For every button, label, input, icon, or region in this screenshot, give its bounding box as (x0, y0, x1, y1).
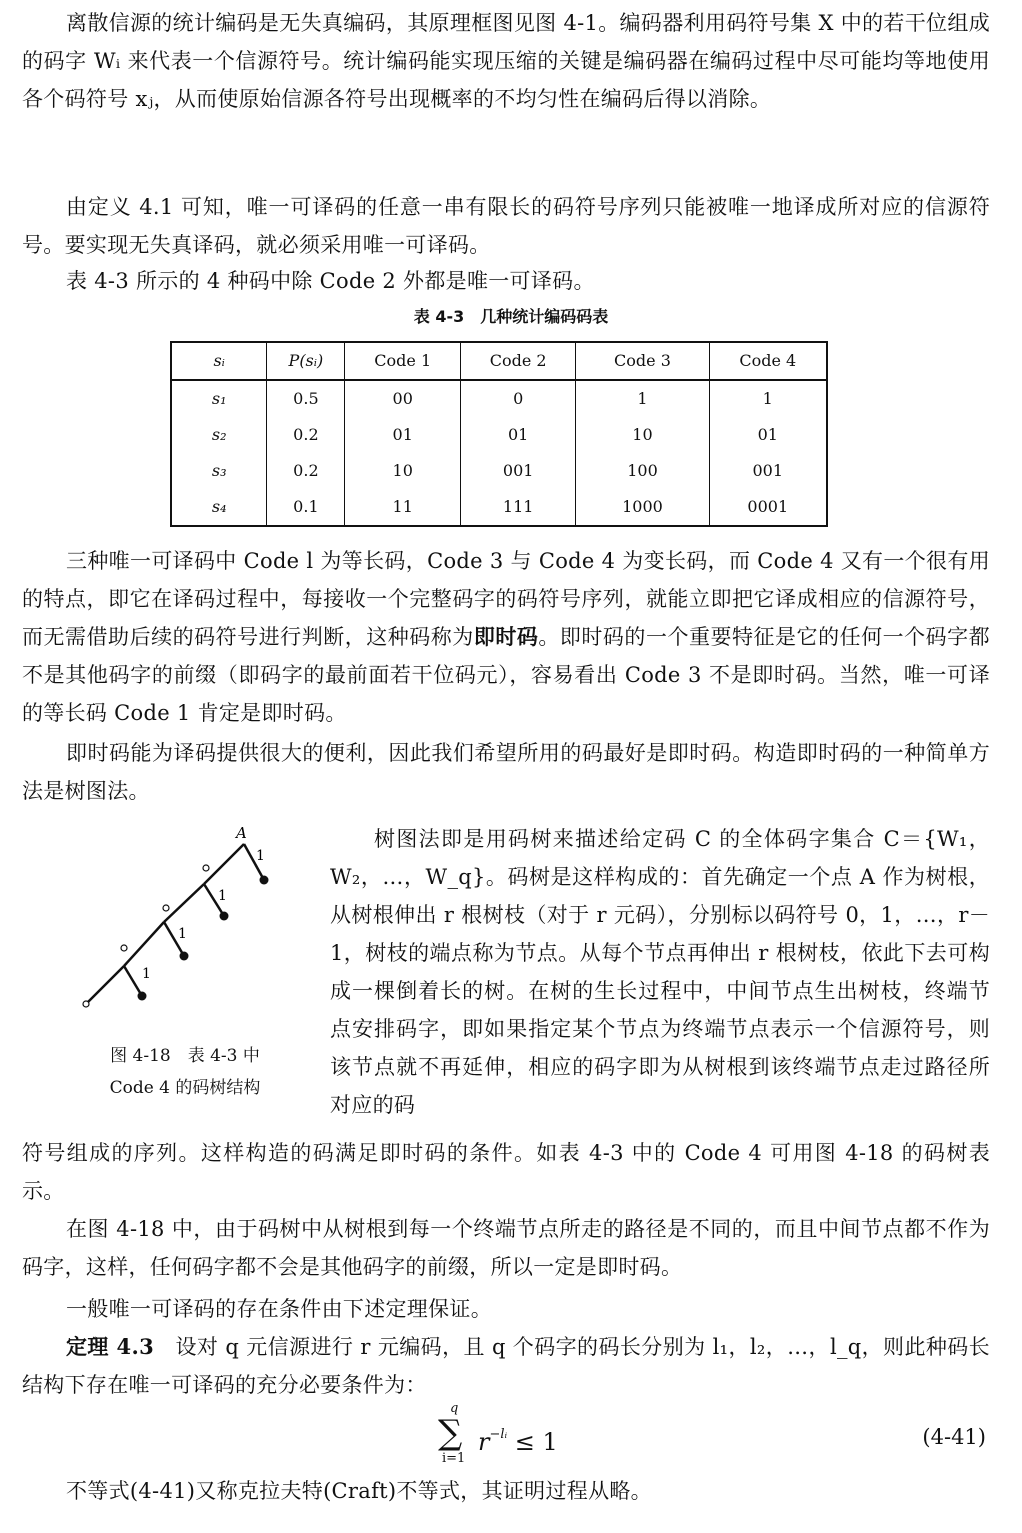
paragraph-tree-method-continued: 符号组成的序列。这样构造的码满足即时码的条件。如表 4-3 中的 Code 4 可用图 4-18 的码树表示。 (22, 1141, 990, 1203)
equation-4-41 (0, 1401, 1022, 1468)
table-cell: 0001 (709, 489, 827, 526)
paragraph-text: 。即时码的一个重要特征是它的任何一个码字都不是其他码字的前缀（即码字的最前面若干位码元），容易看出 Code 3 不是即时码。当然，唯一可译的等长码 Code 1 肯定是即时码。 (22, 625, 990, 725)
table-cell: 1000 (576, 489, 709, 526)
table-cell: 0.1 (267, 489, 345, 526)
paragraph-tree-method: 树图法即是用码树来描述给定码 C 的全体码字集合 C＝{W₁，W₂，…，W_q}。码树是这样构成的：首先确定一个点 A 作为树根，从树根伸出 r 根树枝（对于 r 元码），分别标以码符号 0，1，…，r－1，树枝的端点称为节点。从每个节点再伸出 r 根树枝，依此下去可构成一棵倒着长的树。在树的生长过程中，中间节点生出树枝，终端节点安排码字，即如果指定某个节点为终端节点表示一个信源符号，则该节点就不再延伸，相应的码字即为从树根到该终端节点走过路径所对应的码 (330, 827, 990, 1117)
equation-number: (4-41) (922, 1425, 986, 1449)
table-cell: 0 (460, 380, 575, 417)
figure-caption (60, 1040, 310, 1104)
branch-label: 1 (178, 926, 187, 942)
equation-base: r (478, 1428, 490, 1456)
tree-branches (86, 844, 264, 1004)
header-code4: Code 4 (709, 342, 827, 380)
header-code2: Code 2 (460, 342, 575, 380)
branch-label: 1 (218, 888, 227, 904)
terminal-node (260, 876, 269, 885)
table-cell: 00 (345, 380, 460, 417)
code-tree-figure (60, 820, 310, 1030)
equation-term (478, 1420, 558, 1457)
table-cell: 100 (576, 453, 709, 489)
table-row (171, 380, 827, 417)
paragraph-figure-explanation: 在图 4-18 中，由于码树中从树根到每一个终端节点所走的路径是不同的，而且中间节点都不作为码字，这样，任何码字都不会是其他码字的前缀，所以一定是即时码。 (22, 1217, 990, 1279)
table-cell: 0.2 (267, 453, 345, 489)
table-cell: 01 (345, 417, 460, 453)
branch-1 (124, 966, 142, 996)
branch-0 (124, 922, 164, 966)
table-cell: 001 (709, 453, 827, 489)
table-cell: 111 (460, 489, 575, 526)
table-header-row (171, 342, 827, 380)
table-cell: s₁ (171, 380, 267, 417)
branch-0 (164, 884, 204, 922)
branch-0 (204, 844, 244, 884)
table-cell: 0.2 (267, 417, 345, 453)
table-caption: 表 4-3 几种统计编码码表 (413, 307, 609, 326)
theorem-label: 定理 4.3 (66, 1334, 154, 1359)
sum-lower-limit: i=1 (442, 1451, 466, 1466)
terminal-nodes (138, 876, 269, 1001)
equation-exponent: −lᵢ (489, 1427, 508, 1442)
table-cell: 0.5 (267, 380, 345, 417)
table-cell: 1 (576, 380, 709, 417)
equation-relation: ≤ 1 (514, 1428, 558, 1456)
header-code1: Code 1 (345, 342, 460, 380)
branch-label: 1 (256, 848, 265, 864)
branch-0 (86, 966, 124, 1004)
open-node (203, 865, 209, 871)
tree-root-label: A (236, 824, 247, 842)
terminal-node (180, 952, 189, 961)
table-cell: 11 (345, 489, 460, 526)
term-instantaneous-code: 即时码 (473, 624, 539, 649)
figure-caption-line: Code 4 的码树结构 (109, 1078, 261, 1098)
paragraph-tree-method-intro: 即时码能为译码提供很大的便利，因此我们希望所用的码最好是即时码。构造即时码的一种简单方法是树图法。 (22, 741, 990, 803)
sum-upper-limit: q (450, 1401, 459, 1416)
paragraph-instantaneous-code (22, 542, 990, 732)
header-symbol: sᵢ (171, 342, 267, 380)
header-code3: Code 3 (576, 342, 709, 380)
terminal-node (138, 992, 147, 1001)
table-row (171, 417, 827, 453)
theorem-4-3 (22, 1328, 990, 1404)
kraft-inequality (438, 1401, 598, 1468)
branch-label: 1 (142, 966, 151, 982)
paragraph-text: 三种唯一可译码中 Code l 为等长码，Code 3 与 Code 4 为变长码，而 Code 4 又有一个很有用的特点，即它在译码过程中，每接收一个完整码字的码符号序列，就能立即把它译成相应的信源符号，而无需借助后续的码符号进行判断，这种码称为 (22, 549, 990, 649)
paragraph-existence-condition: 一般唯一可译码的存在条件由下述定理保证。 (66, 1297, 492, 1321)
paragraph-unique-decodable: 由定义 4.1 可知，唯一可译码的任意一串有限长的码符号序列只能被唯一地译成所对应的信源符号。要实现无失真译码，就必须采用唯一可译码。 (22, 195, 990, 257)
paragraph-table-intro: 表 4-3 所示的 4 种码中除 Code 2 外都是唯一可译码。 (66, 269, 595, 293)
code-table (170, 341, 828, 527)
table-cell: 10 (576, 417, 709, 453)
header-probability: P(sᵢ) (267, 342, 345, 380)
table-cell: 10 (345, 453, 460, 489)
table-cell: s₃ (171, 453, 267, 489)
table-cell: s₄ (171, 489, 267, 526)
sum-symbol: ∑ (438, 1413, 463, 1453)
open-node (83, 1001, 89, 1007)
paragraph-statistical-coding: 离散信源的统计编码是无失真编码，其原理框图见图 4-1。编码器利用码符号集 X 中的若干位组成的码字 Wᵢ 来代表一个信源符号。统计编码能实现压缩的关键是编码器在编码过程中尽可能均等地使用各个码符号 xⱼ，从而使原始信源各符号出现概率的不均匀性在编码后得以消除。 (22, 11, 990, 111)
table-cell: 001 (460, 453, 575, 489)
table-cell: 01 (709, 417, 827, 453)
paragraph-kraft-note: 不等式(4-41)又称克拉夫特(Craft)不等式，其证明过程从略。 (66, 1479, 652, 1503)
table-cell: s₂ (171, 417, 267, 453)
open-node (121, 945, 127, 951)
theorem-text: 设对 q 元信源进行 r 元编码，且 q 个码字的码长分别为 l₁，l₂，…，l_q，则此种码长结构下存在唯一可译码的充分必要条件为： (22, 1335, 990, 1397)
terminal-node (220, 912, 229, 921)
figure-caption-line: 图 4-18 表 4-3 中 (110, 1046, 260, 1066)
table-row (171, 489, 827, 526)
table-cell: 01 (460, 417, 575, 453)
table-row (171, 453, 827, 489)
open-node (163, 905, 169, 911)
unused-nodes (83, 865, 209, 1007)
table-cell: 1 (709, 380, 827, 417)
